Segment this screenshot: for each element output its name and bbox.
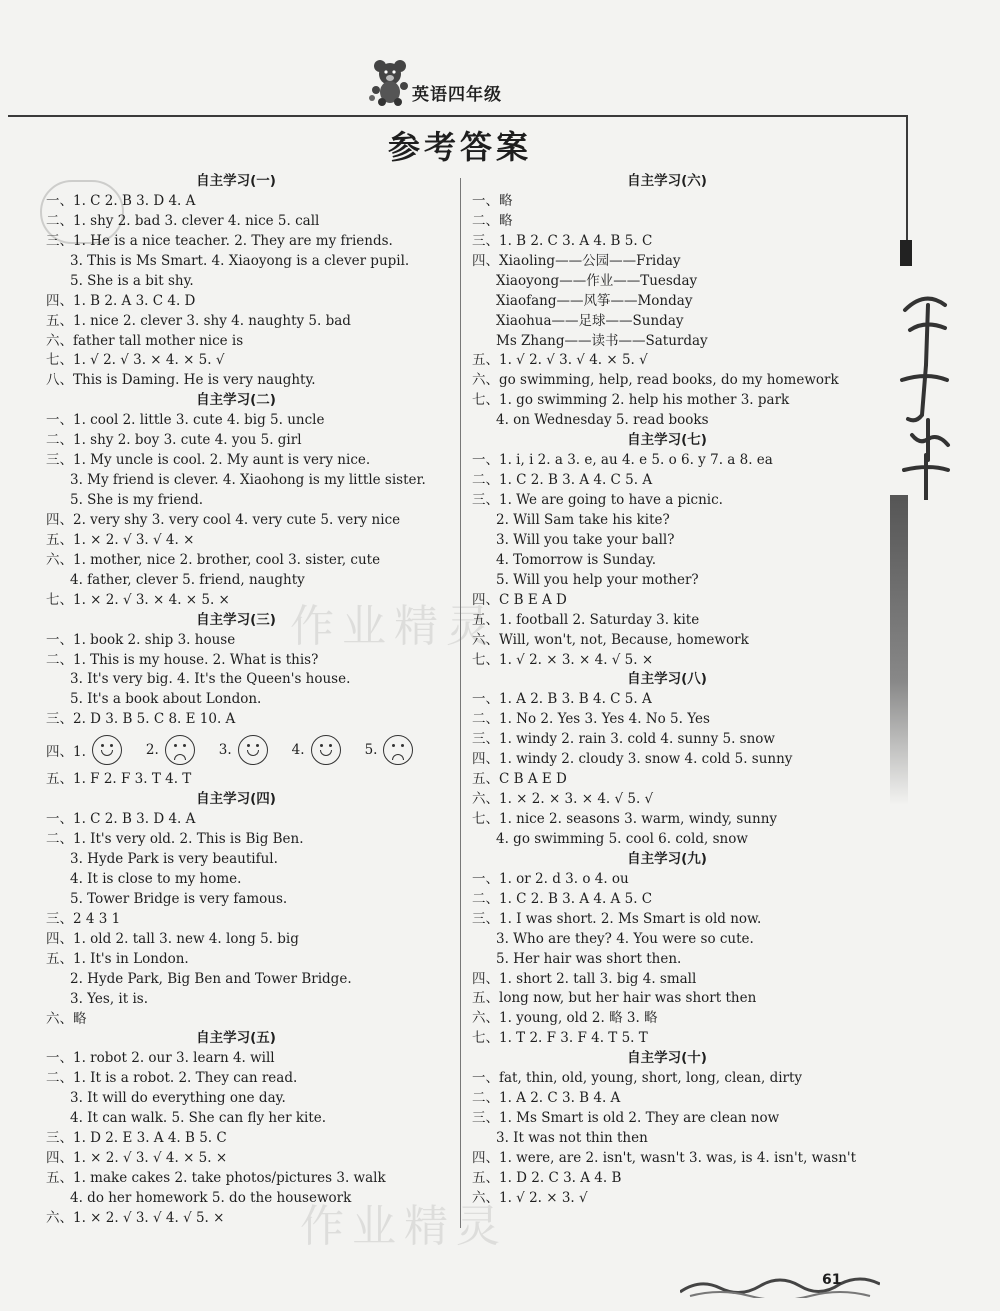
answer-line: 七、1. √ 2. √ 3. × 4. × 5. √ (46, 352, 225, 369)
answer-line: 3. Yes, it is. (70, 990, 148, 1007)
answer-line: 五、1. nice 2. clever 3. shy 4. naughty 5. bad (46, 312, 351, 329)
answer-line: 二、1. C 2. B 3. A 4. C 5. A (472, 472, 653, 489)
answer-label: 四、1. (46, 744, 86, 761)
answer-line: 三、2 4 3 1 (46, 910, 121, 927)
bear-mascot-icon (368, 56, 414, 106)
answer-line: 3. Will you take your ball? (496, 531, 675, 548)
answer-line: 三、1. We are going to have a picnic. (472, 492, 723, 508)
answer-line: 四、1. old 2. tall 3. new 4. long 5. big (46, 930, 299, 947)
answer-line: 一、1. C 2. B 3. D 4. A (46, 192, 196, 209)
answer-line: 二、1. C 2. B 3. A 4. A 5. C (472, 890, 653, 907)
answer-number: 3. (218, 742, 232, 759)
section-heading: 自主学习(八) (627, 671, 707, 688)
answer-line: 三、2. D 3. B 5. C 8. E 10. A (46, 711, 236, 728)
answer-line: 七、1. nice 2. seasons 3. warm, windy, sunny (472, 811, 778, 827)
header-title: 英语四年级 (412, 85, 502, 105)
answer-line: 六、略 (46, 1010, 87, 1027)
answer-line: 三、1. Ms Smart is old 2. They are clean now (472, 1110, 780, 1127)
right-marker (900, 240, 912, 266)
page-title: 参考答案 (387, 128, 532, 166)
answer-line: 5. Will you help your mother? (496, 571, 699, 588)
answer-line: 5. Tower Bridge is very famous. (70, 890, 288, 907)
answer-line: Xiaohua——足球——Sunday (496, 312, 684, 329)
top-rule (8, 115, 908, 117)
answer-line: 三、1. He is a nice teacher. 2. They are my friends. (46, 232, 393, 249)
answer-line: Xiaoyong——作业——Tuesday (496, 272, 698, 289)
answer-line: 七、1. go swimming 2. help his mother 3. park (472, 392, 790, 409)
answer-line: 2. Hyde Park, Big Ben and Tower Bridge. (70, 970, 352, 987)
answer-line: 六、Will, won't, not, Because, homework (472, 631, 749, 648)
answer-line: 4. on Wednesday 5. read books (496, 412, 709, 429)
section-heading: 自主学习(六) (627, 173, 707, 189)
section-heading: 自主学习(五) (196, 1030, 276, 1047)
section-heading: 自主学习(二) (196, 392, 276, 409)
answer-line: 四、2. very shy 3. very cool 4. very cute 5. very nice (46, 511, 401, 528)
answer-line: 3. Hyde Park is very beautiful. (70, 851, 278, 867)
answer-line: 一、fat, thin, old, young, short, long, clean, dirty (472, 1070, 803, 1087)
answer-line: 一、1. C 2. B 3. D 4. A (46, 811, 196, 828)
sad-face-icon (165, 735, 195, 765)
column-divider (460, 178, 461, 1228)
answer-line: 五、long now, but her hair was short then (472, 990, 757, 1007)
calligraphy-logo (890, 270, 970, 500)
right-answer-column (472, 172, 882, 1209)
answer-line: 七、1. T 2. F 3. F 4. T 5. T (472, 1030, 648, 1047)
smiley-face-icon (92, 735, 122, 765)
answer-line: 五、1. football 2. Saturday 3. kite (472, 611, 700, 628)
answer-line: 3. My friend is clever. 4. Xiaohong is my little sister. (70, 472, 426, 489)
answer-line: 四、1. windy 2. cloudy 3. snow 4. cold 5. sunny (472, 751, 793, 768)
answer-line: 四、1. short 2. tall 3. big 4. small (472, 970, 697, 987)
answer-line: 五、1. It's in London. (46, 950, 189, 967)
answer-line: 一、1. book 2. ship 3. house (46, 631, 236, 648)
left-answer-column (46, 172, 446, 1229)
page-number: 61 (822, 1272, 842, 1288)
answer-line: 二、1. No 2. Yes 3. Yes 4. No 5. Yes (472, 711, 710, 728)
answer-line: 六、1. √ 2. × 3. √ (472, 1189, 588, 1206)
sad-face-icon (383, 735, 413, 765)
answer-line: 四、1. × 2. √ 3. √ 4. × 5. × (46, 1150, 228, 1167)
answer-line: 二、1. shy 2. bad 3. clever 4. nice 5. call (46, 212, 320, 229)
answer-line: 2. Will Sam take his kite? (496, 511, 670, 528)
wave-ornament-icon (680, 1272, 880, 1298)
answer-line: 一、1. cool 2. little 3. cute 4. big 5. uncle (46, 412, 325, 429)
answer-line: 一、1. or 2. d 3. o 4. ou (472, 870, 629, 887)
watermark: 作业精灵 (290, 601, 498, 652)
answer-line: 三、1. B 2. C 3. A 4. B 5. C (472, 232, 653, 249)
answer-line: 3. It's very big. 4. It's the Queen's house. (70, 671, 351, 688)
answer-number: 5. (364, 742, 378, 759)
answer-line: 3. It was not thin then (496, 1130, 648, 1146)
answer-line: 3. It will do everything one day. (70, 1090, 286, 1107)
answer-line: 4. do her homework 5. do the housework (70, 1189, 352, 1206)
answer-line: 四、C B E A D (472, 591, 567, 608)
answer-line: 4. go swimming 5. cool 6. cold, snow (496, 830, 748, 847)
section-heading: 自主学习(九) (627, 850, 707, 867)
answer-line: 一、1. robot 2. our 3. learn 4. will (46, 1050, 275, 1067)
answer-line: 七、1. × 2. √ 3. × 4. × 5. × (46, 591, 230, 608)
smiley-face-icon (238, 735, 268, 765)
answer-line: 一、略 (472, 192, 513, 209)
answer-line: Ms Zhang——读书——Saturday (496, 332, 708, 349)
answer-line: 六、1. × 2. × 3. × 4. √ 5. √ (472, 791, 654, 808)
answer-line: 三、1. My uncle is cool. 2. My aunt is very nice. (46, 452, 371, 469)
answer-line: Xiaofang——风筝——Monday (496, 292, 693, 309)
answer-line: 4. father, clever 5. friend, naughty (70, 571, 305, 588)
answer-line: 六、1. × 2. √ 3. √ 4. √ 5. × (46, 1209, 225, 1226)
answer-line: 一、1. i, i 2. a 3. e, au 4. e 5. o 6. y 7. a 8. ea (472, 452, 773, 469)
answer-line: 5. It's a book about London. (70, 691, 262, 708)
answer-line: 二、1. A 2. C 3. B 4. A (472, 1090, 621, 1107)
smiley-face-icon (311, 735, 341, 765)
section-heading: 自主学习(三) (196, 611, 276, 628)
answer-line: 二、1. It is a robot. 2. They can read. (46, 1070, 298, 1087)
answer-line: 四、1. B 2. A 3. C 4. D (46, 292, 196, 309)
answer-line: 四、Xiaoling——公园——Friday (472, 252, 681, 269)
section-heading: 自主学习(十) (627, 1050, 707, 1067)
watermark: 作业精灵 (300, 1201, 508, 1252)
answer-line: 八、This is Daming. He is very naughty. (46, 372, 316, 389)
answer-line: 3. This is Ms Smart. 4. Xiaoyong is a clever pupil. (70, 252, 410, 269)
section-heading: 自主学习(一) (196, 173, 276, 189)
answer-line: 5. She is a bit shy. (70, 272, 194, 289)
answer-line: 五、1. D 2. C 3. A 4. B (472, 1169, 622, 1186)
answer-line: 六、go swimming, help, read books, do my homework (472, 372, 839, 389)
answer-line: 4. It is close to my home. (70, 870, 242, 887)
answer-line: 六、1. young, old 2. 略 3. 略 (472, 1010, 658, 1027)
decorative-fade-bar (890, 495, 908, 805)
answer-number: 4. (291, 742, 305, 759)
answer-line: 七、1. √ 2. × 3. × 4. √ 5. × (472, 651, 654, 668)
answer-line: 5. Her hair was short then. (496, 950, 682, 967)
answer-line: 五、1. √ 2. √ 3. √ 4. × 5. √ (472, 352, 648, 369)
answer-line: 二、略 (472, 212, 513, 229)
answer-line: 二、1. It's very old. 2. This is Big Ben. (46, 831, 304, 848)
answer-line: 三、1. D 2. E 3. A 4. B 5. C (46, 1130, 227, 1147)
answer-line: 二、1. This is my house. 2. What is this? (46, 651, 319, 668)
answer-line: 4. It can walk. 5. She can fly her kite. (70, 1110, 327, 1127)
answer-line: 五、C B A E D (472, 771, 567, 788)
answer-line: 一、1. A 2. B 3. B 4. C 5. A (472, 691, 652, 708)
answer-line: 4. Tomorrow is Sunday. (496, 551, 657, 568)
answer-line: 四、1. were, are 2. isn't, wasn't 3. was, is 4. isn't, wasn't (472, 1149, 857, 1166)
answer-line: 五、1. × 2. √ 3. √ 4. × (46, 531, 195, 548)
answer-line: 三、1. windy 2. rain 3. cold 4. sunny 5. snow (472, 731, 775, 748)
answer-line: 5. She is my friend. (70, 492, 204, 508)
answer-line: 五、1. make cakes 2. take photos/pictures 3. walk (46, 1170, 386, 1186)
answer-line: 六、1. mother, nice 2. brother, cool 3. sister, cute (46, 551, 381, 568)
section-heading: 自主学习(四) (196, 791, 276, 808)
answer-line: 三、1. I was short. 2. Ms Smart is old now. (472, 910, 762, 927)
answer-line: 3. Who are they? 4. You were so cute. (496, 930, 754, 947)
answer-line: 五、1. F 2. F 3. T 4. T (46, 771, 192, 788)
answer-line: 二、1. shy 2. boy 3. cute 4. you 5. girl (46, 432, 302, 449)
emoji-answer-row (46, 730, 446, 770)
answer-line: 六、father tall mother nice is (46, 332, 244, 349)
answer-number: 2. (145, 742, 159, 759)
section-heading: 自主学习(七) (627, 432, 707, 449)
